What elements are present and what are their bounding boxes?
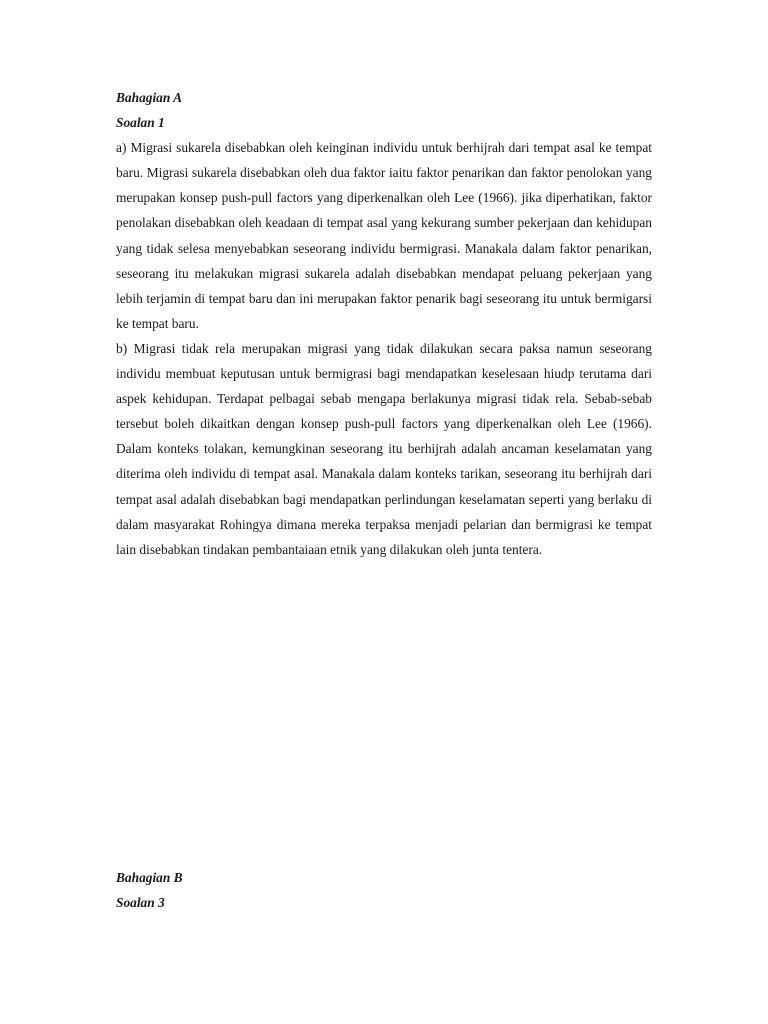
question-1-heading: Soalan 1 [116, 115, 165, 131]
answer-b-paragraph: b) Migrasi tidak rela merupakan migrasi yang tidak dilakukan secara paksa namun seseorang individu membuat keputusan untuk bermigrasi bagi mendapatkan keselesaan hiudp terutama dari aspek kehidupan. Terdapat pelbagai sebab mengapa berlakunya migrasi tidak rela. Sebab-sebab tersebut boleh dikaitkan dengan konsep push-pull factors yang diperkenalkan oleh Lee (1966). Dalam konteks tolakan, kemungkinan seseorang itu berhijrah adalah ancaman keselamatan yang diterima oleh individu di tempat asal. Manakala dalam konteks tarikan, seseorang itu berhijrah dari tempat asal adalah disebabkan bagi mendapatkan perlindungan keselamatan seperti yang berlaku di dalam masyarakat Rohingya dimana mereka terpaksa menjadi pelarian dan bermigrasi ke tempat lain disebabkan tindakan pembantaiaan etnik yang dilakukan oleh junta tentera. [116, 340, 652, 557]
answer-a-paragraph: a) Migrasi sukarela disebabkan oleh keinginan individu untuk berhijrah dari tempat asal ke tempat baru. Migrasi sukarela disebabkan oleh dua faktor iaitu faktor penarikan dan faktor penolokan yang merupakan konsep push-pull factors yang diperkenalkan oleh Lee (1966). jika diperhatikan, faktor penolakan disebabkan oleh keadaan di tempat asal yang kekurang sumber pekerjaan dan kehidupan yang tidak selesa menyebabkan seseorang individu bermigrasi. Manakala dalam faktor penarikan, seseorang itu melakukan migrasi sukarela adalah disebabkan mendapat peluang pekerjaan yang lebih terjamin di tempat baru dan ini merupakan faktor penarik bagi seseorang itu untuk bermigarsi ke tempat baru. [116, 140, 652, 331]
section-a [116, 85, 652, 562]
section-b-heading: Bahagian B [116, 870, 183, 885]
section-a-heading: Bahagian A [116, 90, 183, 105]
question-3-heading: Soalan 3 [116, 895, 165, 911]
section-b [116, 865, 652, 915]
